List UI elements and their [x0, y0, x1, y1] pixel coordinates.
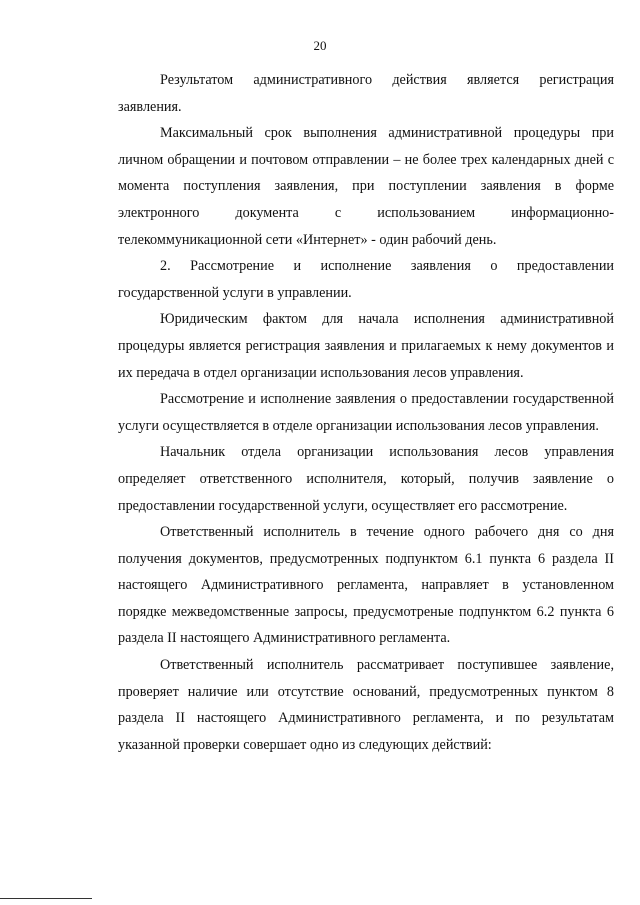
paragraph-head-of-department: Начальник отдела организации использования лесов управления определяет ответственного исполнителя, который, получив заявление о предоставлении государственной услуги, осуществляет его рассмотрение. [118, 444, 614, 514]
paragraph-interagency-requests: Ответственный исполнитель в течение одного рабочего дня со дня получения документов, предусмотренных подпунктом 6.1 пункта 6 раздела II настоящего Административного регламента, направляет в установленном порядке межведомственные запросы, предусмотреные подпунктом 6.2 пункта 6 раздела II настоящего Административного регламента. [118, 524, 614, 647]
paragraph-registration-result: Результатом административного действия является регистрация заявления. [118, 72, 614, 115]
document-body [118, 67, 614, 758]
page-number: 20 [313, 38, 327, 53]
paragraph-consideration-place: Рассмотрение и исполнение заявления о предоставлении государственной услуги осуществляется в отделе организации использования лесов управления. [118, 391, 614, 434]
paragraph-section-2-heading: 2. Рассмотрение и исполнение заявления о предоставлении государственной услуги в управлении. [118, 258, 614, 301]
paragraph-legal-fact: Юридическим фактом для начала исполнения административной процедуры является регистрация заявления и прилагаемых к нему документов и их передача в отдел организации использования лесов управления. [118, 311, 614, 381]
paragraph-max-term: Максимальный срок выполнения административной процедуры при личном обращении и почтовом отправлении – не более трех календарных дней с момента поступления заявления, при поступлении заявления в форме электронного документа с использованием информационно-телекоммуникационной сети «Интернет» - один рабочий день. [118, 125, 614, 248]
paragraph-verification: Ответственный исполнитель рассматривает поступившее заявление, проверяет наличие или отсутствие оснований, предусмотренных пунктом 8 раздела II настоящего Административного регламента, и по результатам указанной проверки совершает одно из следующих действий: [118, 657, 614, 753]
footer-rule [0, 898, 92, 899]
